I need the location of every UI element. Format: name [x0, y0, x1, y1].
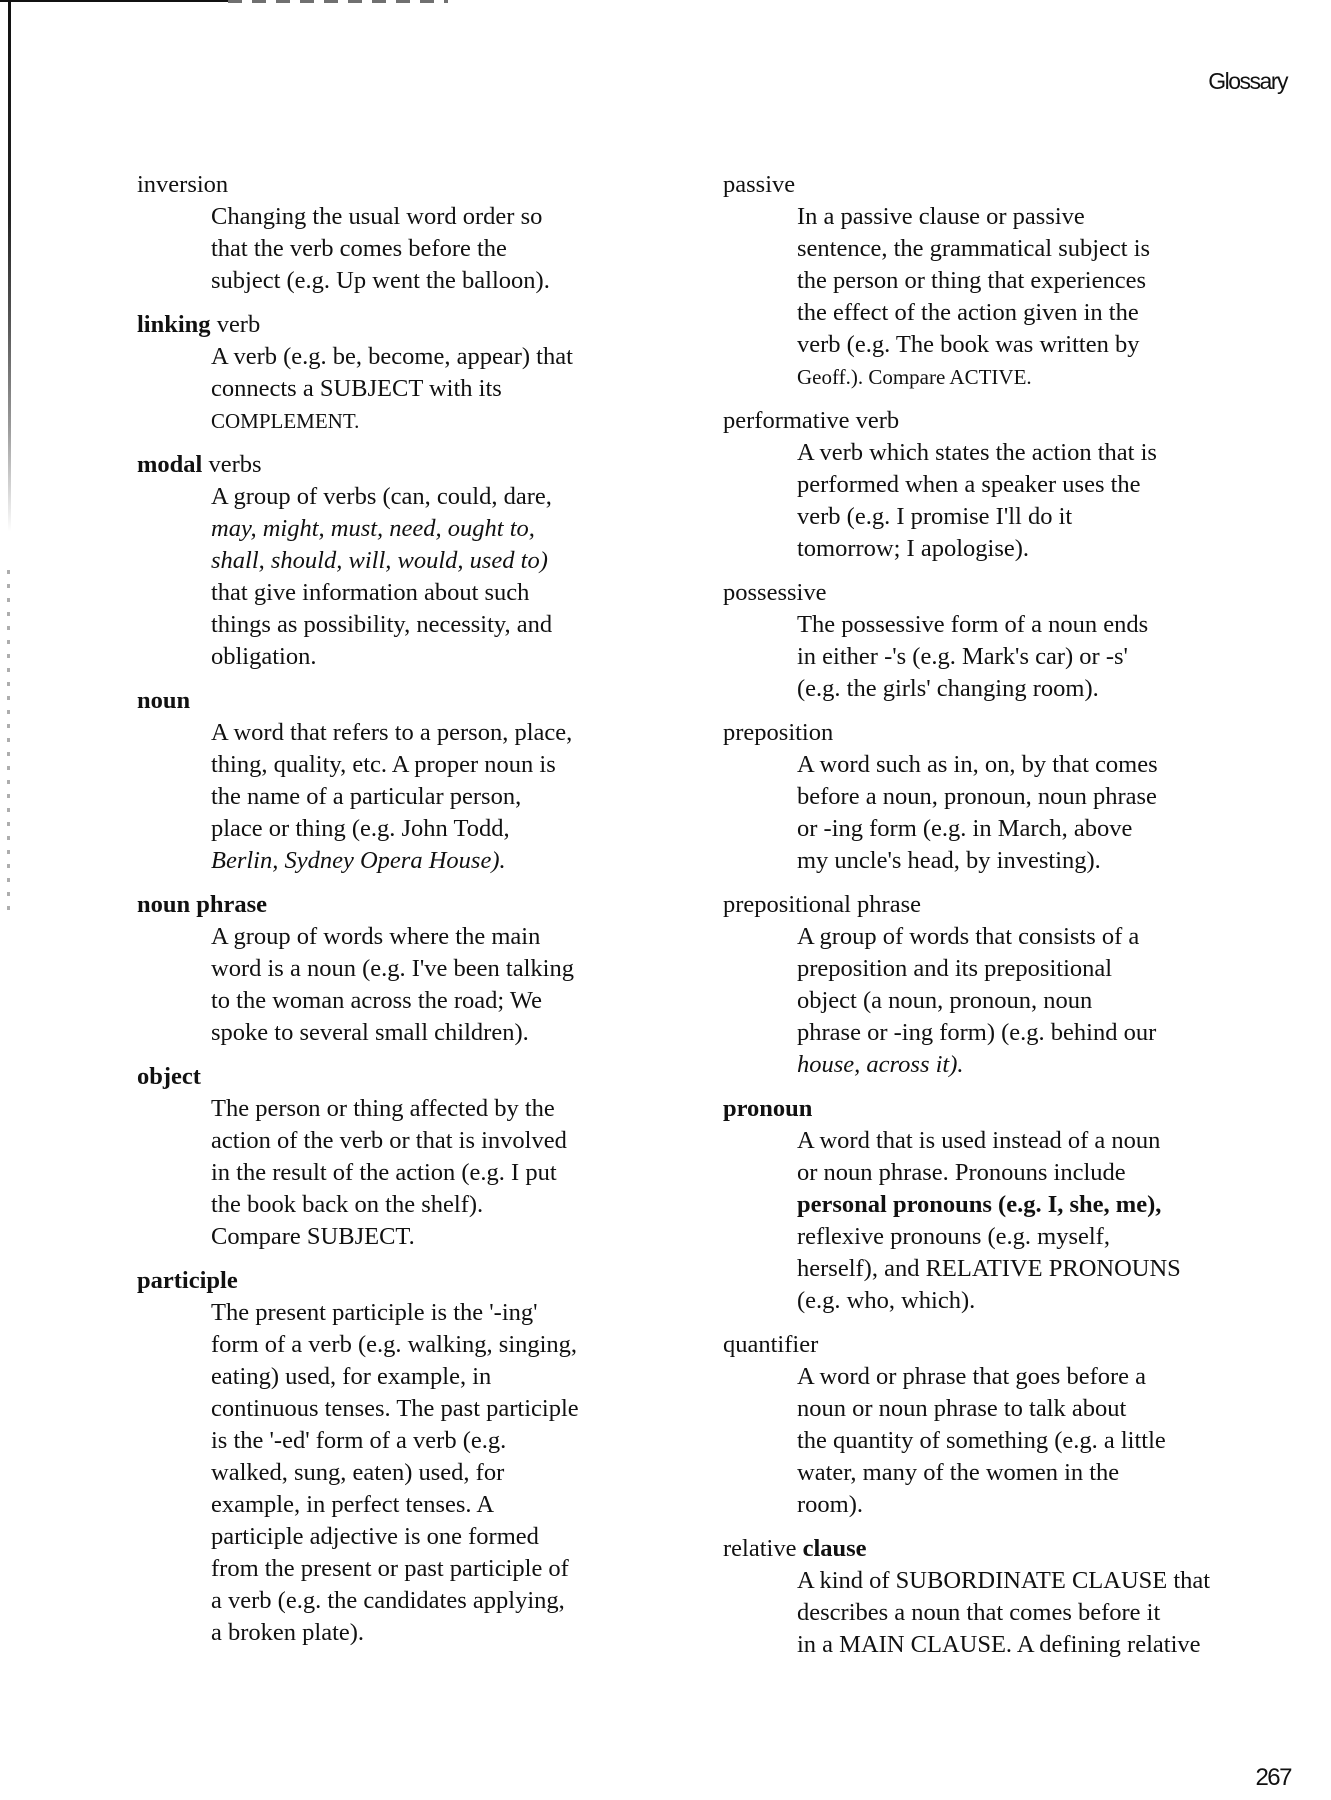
entry-term: passive	[723, 171, 796, 198]
glossary-entry-prepositional-phrase	[723, 889, 1253, 1081]
entry-term: noun	[137, 687, 191, 714]
entry-definition: A group of words that consists of a preposition and its prepositional object (a noun, pronoun, noun phrase or -ing form) (e.g. behind our house, across it).	[797, 923, 1157, 1078]
entry-term: inversion	[137, 171, 229, 198]
running-head: Glossary	[1208, 68, 1287, 94]
entry-definition: A group of words where the main word is a noun (e.g. I've been talking to the woman across the road; We spoke to several small children).	[211, 923, 574, 1046]
glossary-entry-linking-verb	[137, 309, 657, 437]
glossary-entry-quantifier	[723, 1329, 1253, 1521]
entry-definition: A word that is used instead of a noun or noun phrase. Pronouns include personal pronouns (e.g. I, she, me), reflexive pronouns (e.g. myself, herself), and RELATIVE PRONOUNS (e.g. who, which).	[797, 1127, 1181, 1314]
page-number: 267	[1255, 1764, 1291, 1791]
glossary-entry-pronoun	[723, 1093, 1253, 1317]
entry-definition: A word that refers to a person, place, thing, quality, etc. A proper noun is the name of a particular person, place or thing (e.g. John Todd, Berlin, Sydney Opera House).	[211, 719, 573, 874]
entry-definition: The person or thing affected by the action of the verb or that is involved in the result of the action (e.g. I put the book back on the shelf). Compare SUBJECT.	[211, 1095, 567, 1250]
entry-definition: The possessive form of a noun ends in either -'s (e.g. Mark's car) or -s' (e.g. the girls' changing room).	[797, 611, 1149, 702]
scan-border-left	[8, 2, 11, 532]
glossary-entry-object	[137, 1061, 657, 1253]
entry-definition: A group of verbs (can, could, dare, may, might, must, need, ought to, shall, should, will, would, used to) that give information about such things as possibility, necessity, and obligation.	[211, 483, 553, 670]
entry-term: possessive	[723, 579, 827, 606]
glossary-column-right	[723, 169, 1253, 1673]
entry-term: preposition	[723, 719, 834, 746]
entry-definition: In a passive clause or passive sentence, the grammatical subject is the person or thing that experiences the effect of the action given in the verb (e.g. The book was written by Geoff.). Compare ACTIVE.	[797, 203, 1151, 389]
entry-term: noun phrase	[137, 891, 268, 918]
entry-definition: A kind of SUBORDINATE CLAUSE that describes a noun that comes before it in a MAIN CLAUSE. A defining relative	[797, 1567, 1211, 1658]
glossary-entry-possessive	[723, 577, 1253, 705]
glossary-column-left	[137, 169, 657, 1661]
entry-term: quantifier	[723, 1331, 819, 1358]
scan-marks-left	[7, 570, 10, 910]
entry-definition: Changing the usual word order so that the verb comes before the subject (e.g. Up went the balloon).	[211, 203, 550, 294]
scan-border-top	[0, 0, 228, 2]
glossary-entry-noun-phrase	[137, 889, 657, 1049]
glossary-entry-noun	[137, 685, 657, 877]
entry-definition: A verb which states the action that is performed when a speaker uses the verb (e.g. I promise I'll do it tomorrow; I apologise).	[797, 439, 1157, 562]
scan-marks-top	[228, 0, 448, 3]
entry-term: modal verbs	[137, 451, 262, 478]
entry-definition: A word such as in, on, by that comes before a noun, pronoun, noun phrase or -ing form (e.g. in March, above my uncle's head, by investing).	[797, 751, 1158, 874]
glossary-entry-passive	[723, 169, 1253, 393]
entry-term: participle	[137, 1267, 238, 1294]
glossary-entry-modal-verbs	[137, 449, 657, 673]
entry-definition: A word or phrase that goes before a noun or noun phrase to talk about the quantity of something (e.g. a little water, many of the women in the room).	[797, 1363, 1166, 1518]
entry-term: prepositional phrase	[723, 891, 921, 918]
entry-definition: A verb (e.g. be, become, appear) that connects a SUBJECT with its COMPLEMENT.	[211, 343, 573, 433]
entry-term: pronoun	[723, 1095, 813, 1122]
entry-term: linking verb	[137, 311, 261, 338]
glossary-entry-performative-verb	[723, 405, 1253, 565]
glossary-entry-participle	[137, 1265, 657, 1649]
entry-term: object	[137, 1063, 201, 1090]
entry-definition: The present participle is the '-ing' form of a verb (e.g. walking, singing, eating) used, for example, in continuous tenses. The past participle is the '-ed' form of a verb (e.g. walked, sung, eaten) used, for example, in perfect tenses. A participle adjective is one formed from the present or past participle of a verb (e.g. the candidates applying, a broken plate).	[211, 1299, 579, 1646]
glossary-entry-inversion	[137, 169, 657, 297]
entry-term: performative verb	[723, 407, 900, 434]
entry-term: relative clause	[723, 1535, 867, 1562]
glossary-entry-relative-clause	[723, 1533, 1253, 1661]
glossary-entry-preposition	[723, 717, 1253, 877]
